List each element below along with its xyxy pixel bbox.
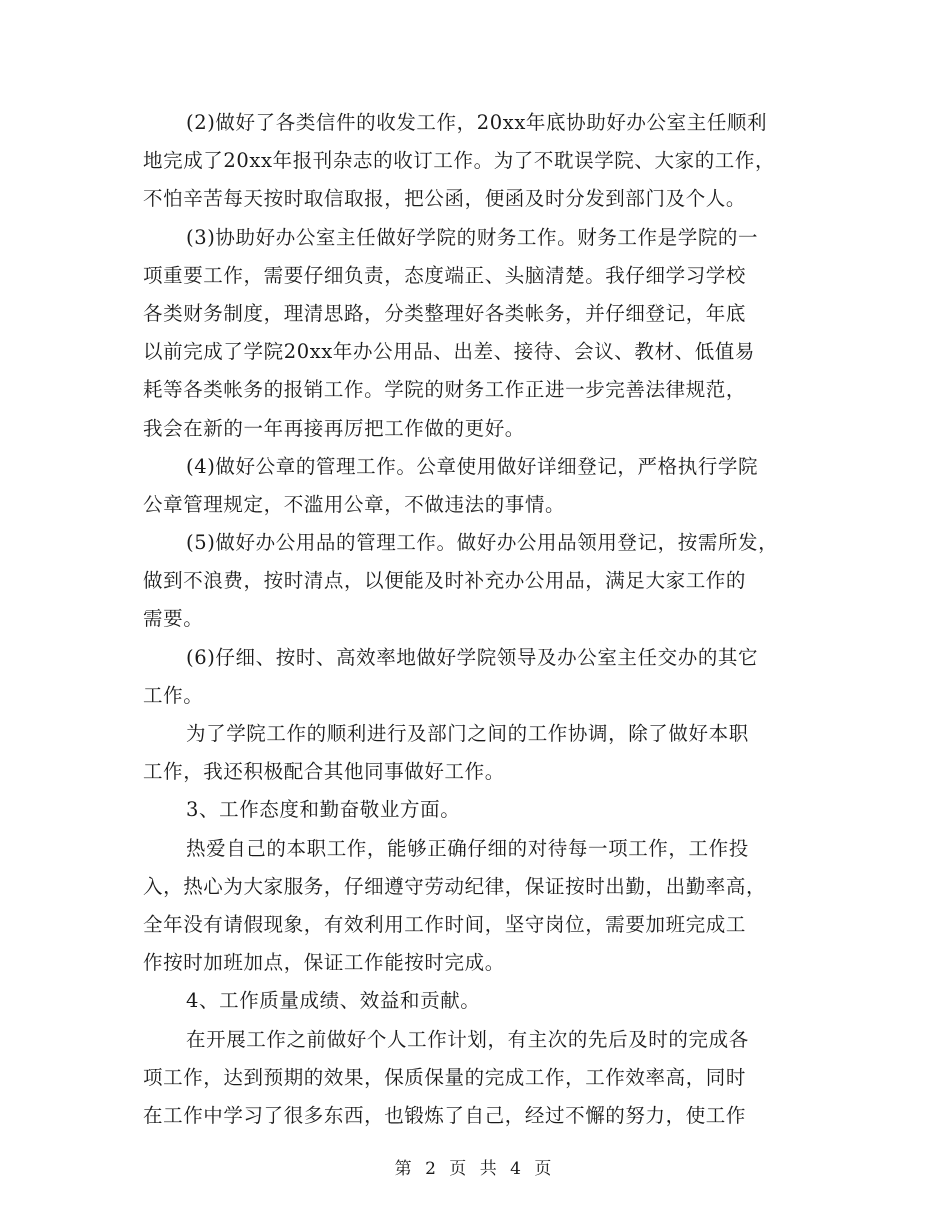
text-line: 作按时加班加点，保证工作能按时完成。	[143, 951, 505, 975]
document-body	[143, 104, 823, 1135]
text-line: 热爱自己的本职工作，能够正确仔细的对待每一项工作，工作投	[186, 836, 749, 860]
text-line: 项重要工作，需要仔细负责，态度端正、头脑清楚。我仔细学习学校	[143, 263, 747, 287]
text-line: (2)做好了各类信件的收发工作，20xx年底协助好办公室主任顺利	[186, 111, 768, 134]
text-line: (6)仔细、按时、高效率地做好学院领导及办公室主任交办的其它	[186, 645, 759, 669]
text-line: 在开展工作之前做好个人工作计划，有主次的先后及时的完成各	[186, 1027, 749, 1051]
text-line: 公章管理规定，不滥用公章，不做违法的事情。	[143, 492, 566, 516]
section-heading: 4、工作质量成绩、效益和贡献。	[186, 989, 481, 1013]
page-number-footer: 第 2 页 共 4 页	[394, 1159, 556, 1179]
text-line: (3)协助好办公室主任做好学院的财务工作。财务工作是学院的一	[186, 225, 759, 249]
text-line: 以前完成了学院20xx年办公用品、出差、接待、会议、教材、低值易	[143, 340, 756, 364]
text-line: (4)做好公章的管理工作。公章使用做好详细登记，严格执行学院	[186, 454, 759, 478]
text-line: (5)做好办公用品的管理工作。做好办公用品领用登记，按需所发，	[186, 531, 779, 555]
text-line: 为了学院工作的顺利进行及部门之间的工作协调，除了做好本职	[186, 722, 749, 745]
text-line: 工作。	[143, 683, 204, 707]
text-line: 项工作，达到预期的效果，保质保量的完成工作，工作效率高，同时	[143, 1065, 747, 1089]
text-line: 全年没有请假现象，有效利用工作时间，坚守岗位，需要加班完成工	[143, 912, 747, 936]
text-line: 在工作中学习了很多东西，也锻炼了自己，经过不懈的努力，使工作	[143, 1103, 747, 1127]
text-line: 入，热心为大家服务，仔细遵守劳动纪律，保证按时出勤，出勤率高，	[143, 874, 767, 898]
text-line: 做到不浪费，按时清点，以便能及时补充办公用品，满足大家工作的	[143, 569, 747, 593]
text-line: 我会在新的一年再接再厉把工作做的更好。	[143, 416, 525, 440]
text-line: 不怕辛苦每天按时取信取报，把公函，便函及时分发到部门及个人。	[143, 187, 747, 211]
text-line: 需要。	[143, 607, 204, 631]
section-heading: 3、工作态度和勤奋敬业方面。	[186, 798, 461, 822]
text-line: 各类财务制度，理清思路，分类整理好各类帐务，并仔细登记，年底	[143, 301, 747, 325]
text-line: 耗等各类帐务的报销工作。学院的财务工作正进一步完善法律规范，	[143, 378, 747, 402]
text-line: 地完成了20xx年报刊杂志的收订工作。为了不耽误学院、大家的工作，	[143, 149, 776, 173]
text-line: 工作，我还积极配合其他同事做好工作。	[143, 760, 505, 784]
